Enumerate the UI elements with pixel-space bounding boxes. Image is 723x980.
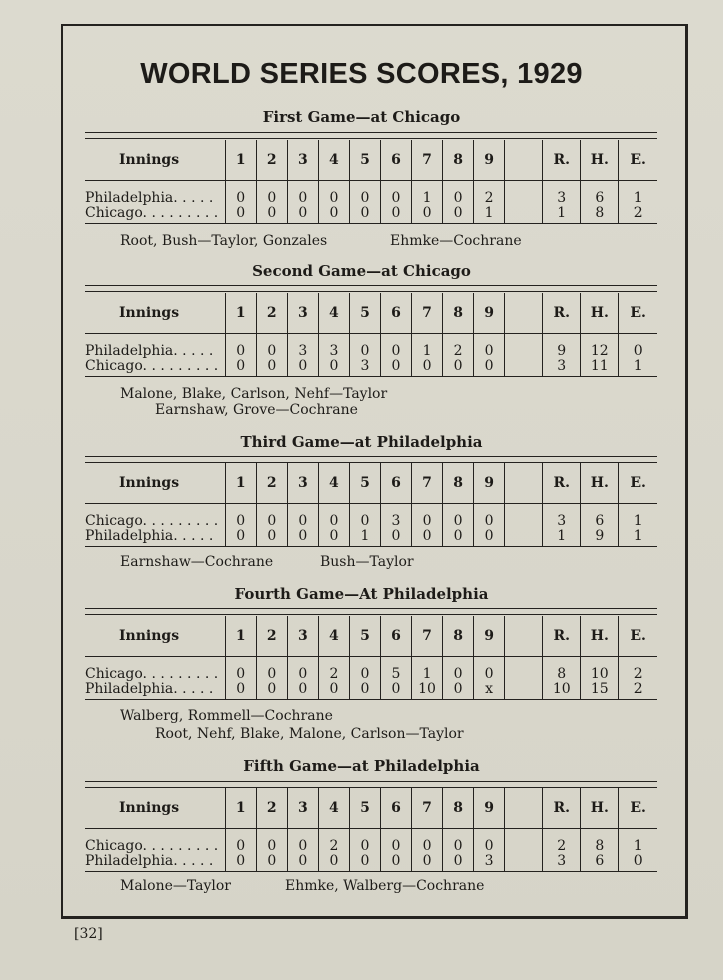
inning-score: 2 [474,181,505,207]
inning-number: 6 [380,463,411,504]
inning-score: 0 [225,854,256,872]
game-title: Fourth Game—At Philadelphia [234,585,489,603]
inning-score: 0 [225,334,256,360]
table-row [85,682,657,700]
battery-line: Earnshaw—Cochrane [120,554,274,570]
inning-score: 0 [225,529,256,547]
inning-score: 0 [443,181,474,207]
inning-score: 0 [412,529,443,547]
total-r: 10 [543,682,581,700]
inning-score: 0 [287,657,318,683]
total-h: 6 [581,854,619,872]
inning-score: 0 [412,854,443,872]
total-header: R. [543,788,581,829]
total-h: 8 [581,206,619,224]
inning-score: 0 [380,206,411,224]
double-rule [85,132,657,139]
inning-number: 4 [318,463,349,504]
inning-score: 0 [412,829,443,855]
inning-number: 7 [412,293,443,334]
battery-line: Malone, Blake, Carlson, Nehf—Taylor [120,386,388,402]
spacer-cell [505,181,543,207]
inning-score: 0 [225,206,256,224]
inning-score: 0 [256,529,287,547]
inning-number: 2 [256,293,287,334]
double-rule [85,456,657,463]
inning-number: 6 [380,616,411,657]
total-r: 1 [543,206,581,224]
total-header: H. [581,616,619,657]
total-header: H. [581,463,619,504]
inning-score: 0 [256,504,287,530]
double-rule [85,608,657,615]
inning-number: 4 [318,788,349,829]
table-row [85,529,657,547]
inning-number: 1 [225,140,256,181]
inning-score: 0 [349,829,380,855]
inning-score: 1 [349,529,380,547]
inning-score: 0 [225,682,256,700]
inning-number: 9 [474,788,505,829]
inning-score: 2 [443,334,474,360]
inning-number: 5 [349,788,380,829]
inning-score: 0 [287,206,318,224]
score-table [85,140,657,224]
total-h: 12 [581,334,619,360]
inning-number: 3 [287,788,318,829]
spacer-cell [505,504,543,530]
table-row [85,359,657,377]
total-r: 3 [543,359,581,377]
inning-score: 10 [412,682,443,700]
inning-score: 0 [225,181,256,207]
inning-number: 3 [287,616,318,657]
battery-line: Root, Nehf, Blake, Malone, Carlson—Taylor [155,726,464,742]
total-header: R. [543,616,581,657]
total-e: 1 [619,359,657,377]
table-row [85,854,657,872]
inning-score: 0 [318,854,349,872]
inning-score: 0 [225,829,256,855]
inning-number: 8 [443,788,474,829]
inning-score: 0 [287,529,318,547]
total-h: 6 [581,181,619,207]
inning-score: 0 [287,829,318,855]
score-table [85,616,657,700]
inning-score: 0 [349,504,380,530]
total-h: 9 [581,529,619,547]
inning-number: 3 [287,463,318,504]
inning-score: 0 [412,206,443,224]
inning-score: 0 [318,529,349,547]
inning-number: 9 [474,616,505,657]
spacer-column [505,463,543,504]
innings-label: Innings [85,616,225,657]
inning-score: 0 [225,504,256,530]
spacer-cell [505,206,543,224]
total-header: E. [619,140,657,181]
inning-score: 0 [256,334,287,360]
inning-number: 1 [225,788,256,829]
inning-number: 5 [349,140,380,181]
header-row [85,788,657,829]
inning-number: 6 [380,788,411,829]
inning-score: 2 [318,657,349,683]
inning-number: 7 [412,140,443,181]
inning-number: 9 [474,140,505,181]
inning-score: 0 [349,682,380,700]
inning-number: 6 [380,140,411,181]
inning-score: 0 [443,359,474,377]
spacer-cell [505,359,543,377]
spacer-column [505,788,543,829]
inning-score: 0 [256,206,287,224]
inning-number: 3 [287,140,318,181]
table-row [85,504,657,530]
team-name: Philadelphia. . . . . [85,529,225,547]
inning-score: 0 [256,854,287,872]
total-r: 3 [543,181,581,207]
inning-score: 0 [474,504,505,530]
inning-score: 0 [380,181,411,207]
innings-label: Innings [85,140,225,181]
inning-score: 5 [380,657,411,683]
inning-number: 8 [443,616,474,657]
inning-score: 0 [349,334,380,360]
inning-score: 0 [318,682,349,700]
inning-score: 0 [474,334,505,360]
total-header: R. [543,293,581,334]
total-header: H. [581,788,619,829]
inning-number: 2 [256,463,287,504]
table-row [85,334,657,360]
inning-score: 0 [380,529,411,547]
page-title: WORLD SERIES SCORES, 1929 [140,58,583,90]
table-row [85,206,657,224]
inning-number: 4 [318,293,349,334]
inning-score: 0 [443,206,474,224]
inning-number: 2 [256,616,287,657]
team-name: Philadelphia. . . . . [85,854,225,872]
table-row [85,829,657,855]
battery-line: Walberg, Rommell—Cochrane [120,708,333,724]
inning-score: 0 [349,181,380,207]
spacer-cell [505,682,543,700]
header-row [85,140,657,181]
inning-score: 0 [349,206,380,224]
total-e: 0 [619,854,657,872]
innings-label: Innings [85,788,225,829]
inning-number: 7 [412,616,443,657]
inning-score: 0 [287,504,318,530]
inning-score: 0 [287,359,318,377]
battery-line: Ehmke—Cochrane [390,233,522,249]
inning-score: 1 [412,334,443,360]
total-h: 15 [581,682,619,700]
innings-label: Innings [85,293,225,334]
total-r: 8 [543,657,581,683]
inning-score: 0 [443,829,474,855]
inning-score: 0 [318,504,349,530]
spacer-column [505,293,543,334]
total-header: E. [619,293,657,334]
inning-number: 8 [443,463,474,504]
inning-score: 0 [256,359,287,377]
inning-score: 1 [412,181,443,207]
inning-score: 0 [256,181,287,207]
score-table [85,463,657,547]
inning-score: 0 [412,504,443,530]
team-name: Chicago. . . . . . . . . [85,513,219,529]
total-r: 3 [543,854,581,872]
inning-score: 0 [474,829,505,855]
double-rule [85,285,657,292]
inning-number: 6 [380,293,411,334]
inning-score: 0 [318,359,349,377]
inning-score: 3 [318,334,349,360]
inning-number: 2 [256,788,287,829]
total-header: H. [581,140,619,181]
total-e: 1 [619,829,657,855]
inning-number: 1 [225,616,256,657]
inning-score: 0 [380,359,411,377]
total-h: 11 [581,359,619,377]
inning-score: 0 [443,504,474,530]
score-table [85,293,657,377]
inning-score: 0 [287,854,318,872]
innings-label: Innings [85,463,225,504]
battery-line: Ehmke, Walberg—Cochrane [285,878,485,894]
inning-score: 0 [380,829,411,855]
inning-score: 0 [256,657,287,683]
team-name: Chicago. . . . . . . . . [85,206,225,224]
game-title: First Game—at Chicago [262,108,461,126]
team-name: Philadelphia. . . . . [85,682,225,700]
spacer-cell [505,829,543,855]
inning-number: 4 [318,140,349,181]
table-row [85,657,657,683]
spacer-cell [505,854,543,872]
inning-score: 0 [380,854,411,872]
total-r: 9 [543,334,581,360]
spacer-cell [505,334,543,360]
team-name: Chicago. . . . . . . . . [85,359,225,377]
total-header: E. [619,788,657,829]
inning-score: 3 [349,359,380,377]
inning-score: 3 [287,334,318,360]
inning-score: 0 [412,359,443,377]
total-header: E. [619,463,657,504]
inning-score: 2 [318,829,349,855]
inning-score: 3 [380,504,411,530]
total-header: R. [543,463,581,504]
total-h: 8 [581,829,619,855]
inning-score: 0 [443,682,474,700]
team-name: Chicago. . . . . . . . . [85,838,219,854]
total-header: R. [543,140,581,181]
total-e: 2 [619,657,657,683]
total-header: H. [581,293,619,334]
total-h: 6 [581,504,619,530]
team-name: Chicago. . . . . . . . . [85,666,219,682]
total-e: 2 [619,682,657,700]
total-e: 2 [619,206,657,224]
inning-score: 0 [474,657,505,683]
inning-score: 0 [443,854,474,872]
inning-number: 8 [443,140,474,181]
team-name: Philadelphia. . . . . [85,190,214,206]
inning-number: 7 [412,788,443,829]
header-row [85,463,657,504]
battery-line: Earnshaw, Grove—Cochrane [155,402,358,418]
inning-score: 1 [412,657,443,683]
inning-score: 3 [474,854,505,872]
inning-score: 0 [443,657,474,683]
inning-score: 0 [474,529,505,547]
header-row [85,293,657,334]
total-header: E. [619,616,657,657]
inning-number: 5 [349,616,380,657]
total-e: 1 [619,504,657,530]
inning-number: 5 [349,463,380,504]
inning-score: 0 [225,657,256,683]
page-number: [32] [74,926,103,942]
spacer-cell [505,529,543,547]
inning-number: 4 [318,616,349,657]
inning-number: 1 [225,463,256,504]
inning-score: 0 [256,682,287,700]
total-r: 2 [543,829,581,855]
inning-score: 0 [380,334,411,360]
inning-score: 0 [318,206,349,224]
game-title: Third Game—at Philadelphia [240,433,483,451]
battery-line: Root, Bush—Taylor, Gonzales [120,233,328,249]
inning-score: 0 [287,682,318,700]
inning-number: 2 [256,140,287,181]
inning-number: 9 [474,463,505,504]
inning-score: 0 [474,359,505,377]
game-title: Second Game—at Chicago [252,262,471,280]
inning-score: 0 [349,657,380,683]
inning-number: 7 [412,463,443,504]
team-name: Philadelphia. . . . . [85,343,214,359]
spacer-cell [505,657,543,683]
inning-score: 0 [225,359,256,377]
total-r: 1 [543,529,581,547]
inning-score: 0 [256,829,287,855]
battery-line: Bush—Taylor [320,554,414,570]
inning-score: 1 [474,206,505,224]
spacer-column [505,616,543,657]
inning-number: 8 [443,293,474,334]
inning-number: 5 [349,293,380,334]
inning-score: 0 [287,181,318,207]
battery-line: Malone—Taylor [120,878,231,894]
table-row [85,181,657,207]
inning-score: 0 [380,682,411,700]
double-rule [85,781,657,788]
score-table [85,788,657,872]
total-e: 1 [619,181,657,207]
inning-score: 0 [443,529,474,547]
total-e: 0 [619,334,657,360]
header-row [85,616,657,657]
game-title: Fifth Game—at Philadelphia [243,757,480,775]
total-e: 1 [619,529,657,547]
inning-number: 3 [287,293,318,334]
spacer-column [505,140,543,181]
inning-score: 0 [349,854,380,872]
total-r: 3 [543,504,581,530]
inning-score: 0 [318,181,349,207]
total-h: 10 [581,657,619,683]
inning-number: 1 [225,293,256,334]
inning-score: x [474,682,505,700]
inning-number: 9 [474,293,505,334]
